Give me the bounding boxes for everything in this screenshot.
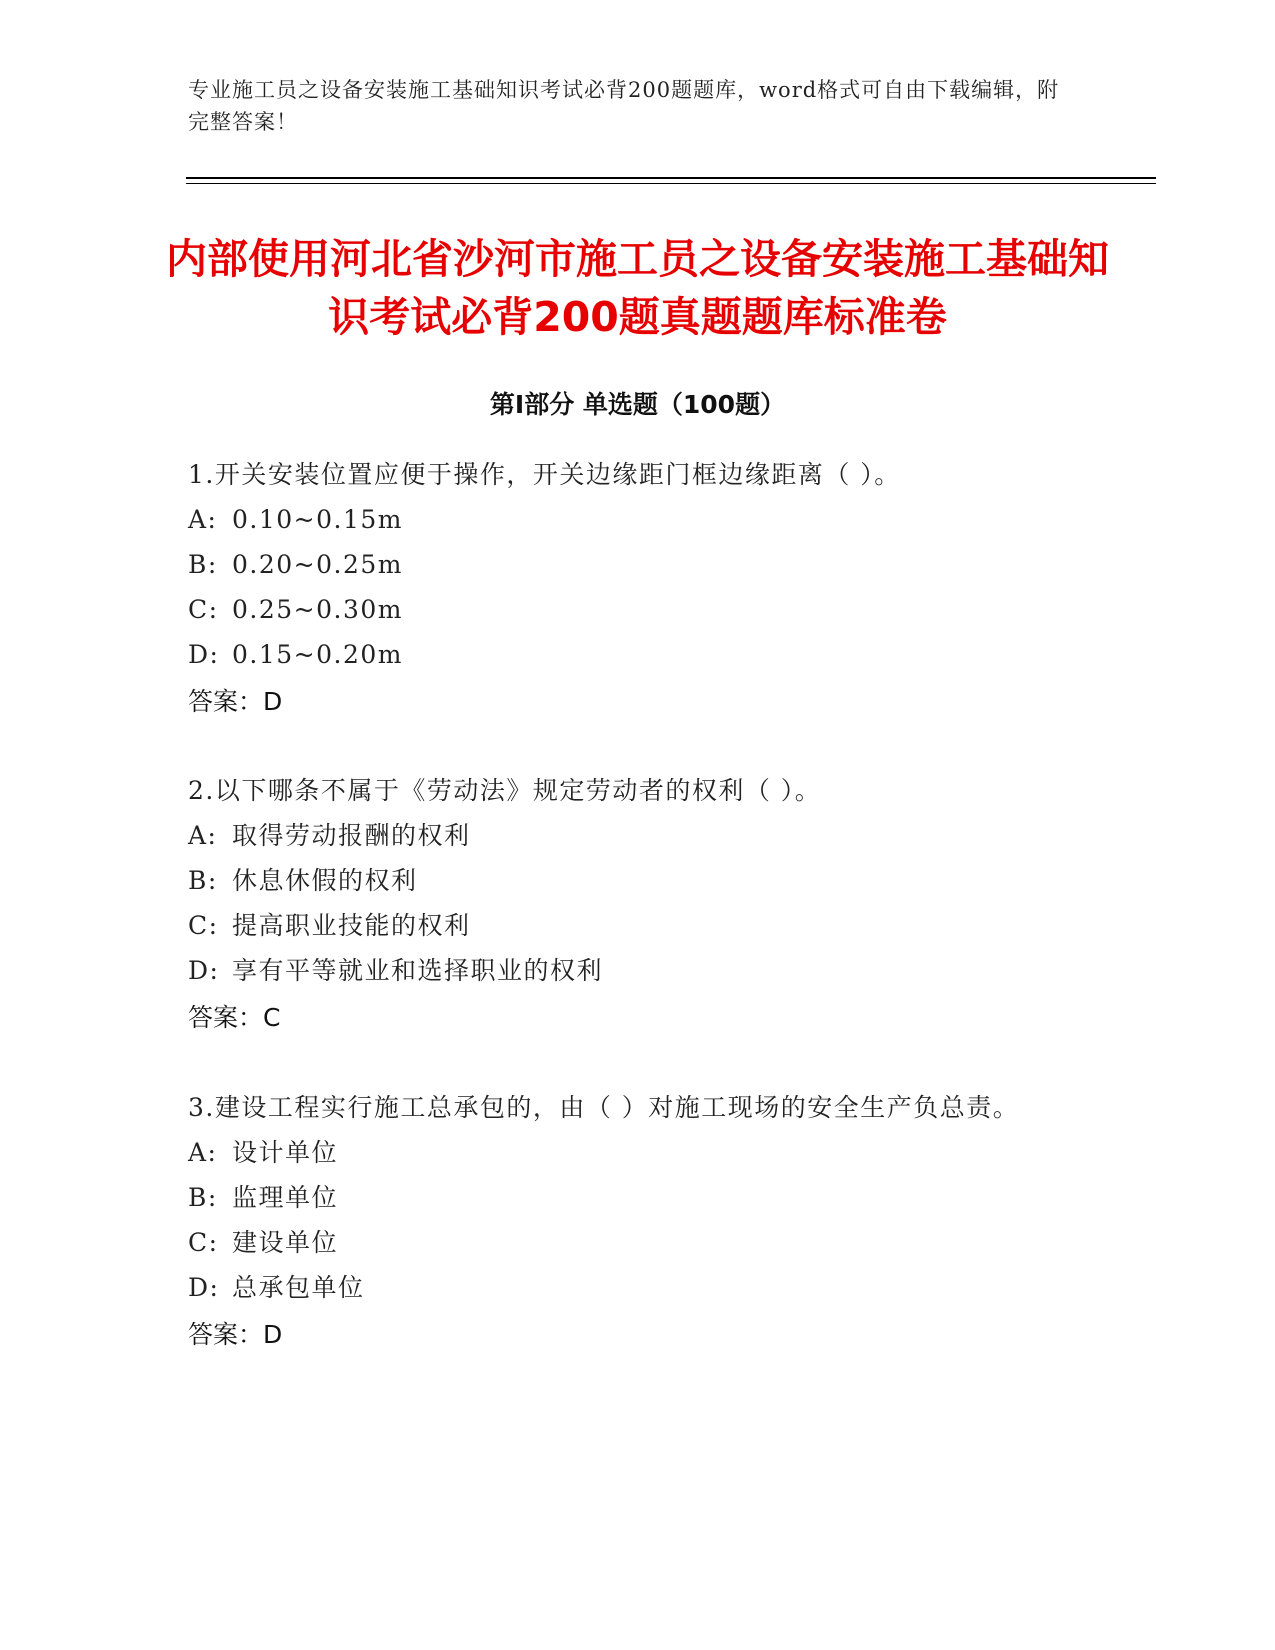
option-b [188, 858, 1088, 903]
option-letter: C: [188, 911, 219, 940]
option-text: 总承包单位 [232, 1273, 365, 1302]
option-text: 休息休假的权利 [232, 866, 418, 895]
section-title: 第I部分 单选题（100题） [489, 390, 786, 419]
option-text: 0.20~0.25m [232, 550, 403, 579]
option-letter: B: [188, 866, 218, 895]
option-a [188, 1130, 1088, 1175]
option-letter: B: [188, 550, 218, 579]
question-stem: 2.以下哪条不属于《劳动法》规定劳动者的权利（ ）。 [188, 776, 822, 805]
option-c [188, 903, 1088, 948]
header-divider-thick [186, 177, 1156, 179]
option-letter: A: [188, 505, 218, 534]
option-text: 0.15~0.20m [232, 640, 403, 669]
option-b [188, 542, 1088, 587]
option-a [188, 497, 1088, 542]
option-letter: C: [188, 595, 219, 624]
answer: 答案：C [188, 1003, 281, 1032]
option-d [188, 948, 1088, 993]
question-stem: 3.建设工程实行施工总承包的，由（ ）对施工现场的安全生产负总责。 [188, 1093, 1020, 1122]
header-note: 专业施工员之设备安装施工基础知识考试必背200题题库，word格式可自由下载编辑，附完整答案！ [188, 78, 1060, 134]
option-letter: C: [188, 1228, 219, 1257]
question-2 [188, 768, 1088, 1040]
option-b [188, 1175, 1088, 1220]
option-text: 监理单位 [232, 1183, 339, 1212]
answer: 答案：D [188, 1320, 283, 1349]
option-letter: D: [188, 956, 220, 985]
option-letter: D: [188, 1273, 220, 1302]
option-letter: A: [188, 1138, 218, 1167]
option-text: 0.25~0.30m [232, 595, 403, 624]
option-d [188, 632, 1088, 677]
option-text: 取得劳动报酬的权利 [232, 821, 471, 850]
option-c [188, 1220, 1088, 1265]
document-title: 内部使用河北省沙河市施工员之设备安装施工基础知识考试必背200题真题题库标准卷 [166, 235, 1109, 341]
option-text: 提高职业技能的权利 [232, 911, 471, 940]
option-a [188, 813, 1088, 858]
answer: 答案：D [188, 687, 283, 716]
question-stem: 1.开关安装位置应便于操作，开关边缘距门框边缘距离（ ）。 [188, 460, 901, 489]
option-letter: A: [188, 821, 218, 850]
option-text: 设计单位 [232, 1138, 339, 1167]
option-d [188, 1265, 1088, 1310]
option-letter: D: [188, 640, 220, 669]
option-text: 0.10~0.15m [232, 505, 403, 534]
option-text: 享有平等就业和选择职业的权利 [232, 956, 604, 985]
header-divider-thin [186, 183, 1156, 184]
question-1 [188, 452, 1088, 724]
question-3 [188, 1085, 1088, 1357]
option-text: 建设单位 [232, 1228, 339, 1257]
option-letter: B: [188, 1183, 218, 1212]
option-c [188, 587, 1088, 632]
